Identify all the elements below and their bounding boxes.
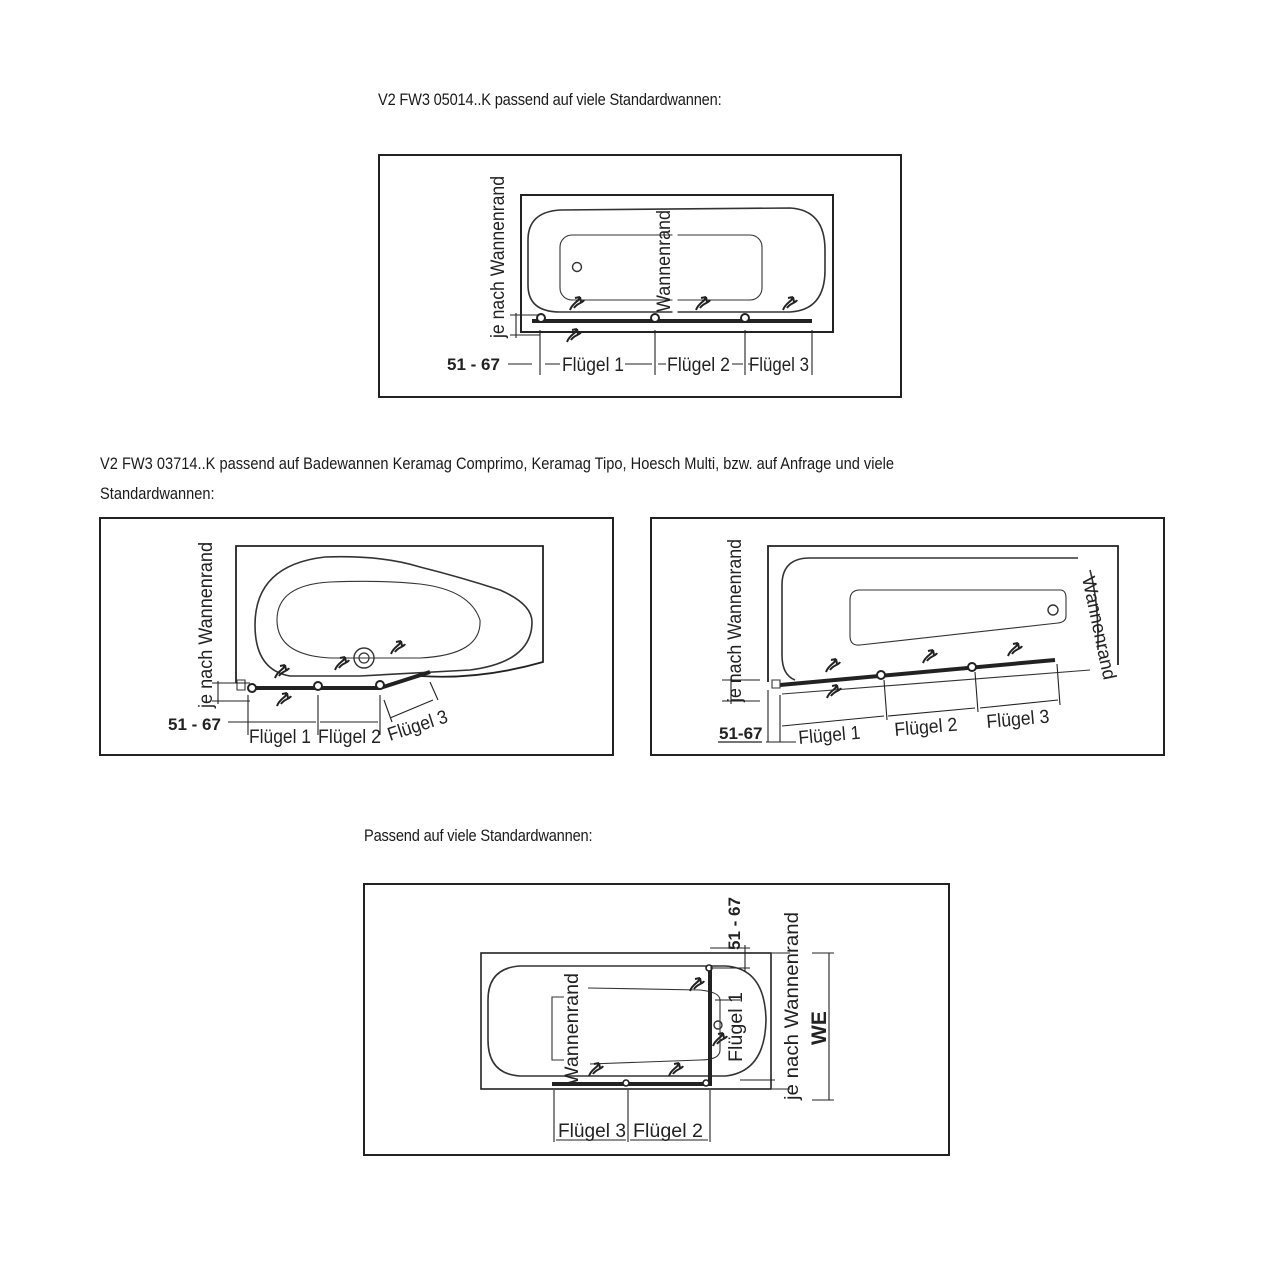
d3-drain-icon bbox=[714, 1021, 722, 1029]
d2a-swing-arrow bbox=[277, 693, 291, 706]
d2a-label-fluegel-2: Flügel 2 bbox=[318, 727, 381, 748]
d2a-swing-arrow bbox=[391, 641, 405, 654]
diagram-3 bbox=[481, 897, 834, 1142]
d2b-swing-arrow bbox=[827, 685, 841, 698]
d3-hinge bbox=[703, 1080, 709, 1086]
d1-label-fluegel-3: Flügel 3 bbox=[749, 355, 809, 376]
d2a-swing-arrow bbox=[335, 657, 349, 670]
d2b-tub-basin bbox=[850, 590, 1066, 645]
d2b-label-fluegel-2: Flügel 2 bbox=[893, 714, 963, 741]
d2b-label-fluegel-3: Flügel 3 bbox=[985, 706, 1055, 733]
d1-label-fluegel-2: Flügel 2 bbox=[667, 355, 730, 376]
d1-hinge bbox=[741, 314, 749, 322]
d2a-wall-profile bbox=[237, 680, 245, 690]
d2b-swing-arrow bbox=[1008, 643, 1022, 656]
d3-swing-arrow bbox=[669, 1063, 683, 1076]
d2b-swing-arrow bbox=[923, 650, 937, 663]
d3-tub-basin bbox=[588, 988, 720, 1064]
diagram-1-caption: V2 FW3 05014..K passend auf viele Standardwannen: bbox=[378, 90, 722, 109]
d2b-glass-panels bbox=[780, 660, 1055, 685]
d2b-hinge bbox=[968, 663, 976, 671]
d2a-tub-outline bbox=[236, 546, 543, 683]
d3-swing-arrow bbox=[589, 1063, 603, 1076]
d2a-tub-basin bbox=[277, 581, 480, 658]
d1-swing-arrow bbox=[567, 329, 581, 342]
diagram-1 bbox=[447, 163, 833, 376]
d3-label-wannenrand: Wannenrand bbox=[562, 976, 583, 1085]
d1-label-wannenrand: Wannenrand bbox=[654, 203, 675, 312]
d2b-wall-profile bbox=[772, 680, 780, 688]
d2b-drain-icon bbox=[1048, 605, 1058, 615]
d1-label-je-nach-wannenrand: je nach Wannenrand bbox=[488, 163, 509, 338]
d2a-label-je-nach-wannenrand: je nach Wannenrand bbox=[196, 533, 217, 708]
d3-label-fluegel-1: Flügel 1 bbox=[726, 994, 747, 1062]
d3-label-we: WE bbox=[808, 1011, 831, 1045]
d2b-swing-arrow bbox=[826, 659, 840, 672]
d2a-hinge bbox=[248, 684, 256, 692]
d2a-label-fluegel-1: Flügel 1 bbox=[249, 727, 311, 748]
d2b-hinge bbox=[877, 671, 885, 679]
d3-label-fluegel-3: Flügel 3 bbox=[558, 1121, 626, 1142]
d1-hinge bbox=[651, 314, 659, 322]
diagram-2b bbox=[718, 527, 1121, 749]
d2a-label-fluegel-3: Flügel 3 bbox=[385, 704, 456, 746]
diagram-2-caption-line1: V2 FW3 03714..K passend auf Badewannen Keramag Comprimo, Keramag Tipo, Hoesch Multi, bzw. auf Anfrage und viele bbox=[100, 454, 894, 473]
d1-swing-arrow bbox=[570, 297, 584, 310]
d2b-label-wannenrand: Wannenrand bbox=[1077, 574, 1121, 685]
d3-tub-inner bbox=[488, 966, 766, 1076]
d3-dim-51-67: 51 - 67 bbox=[725, 897, 744, 950]
diagram-2a bbox=[168, 533, 543, 748]
d2a-dim-ticks bbox=[212, 681, 250, 704]
d2a-hinge bbox=[314, 682, 322, 690]
d1-label-fluegel-1: Flügel 1 bbox=[562, 355, 624, 376]
d1-dim-51-67: 51 - 67 bbox=[447, 355, 500, 374]
d3-label-fluegel-2: Flügel 2 bbox=[633, 1121, 703, 1142]
diagram-2-caption-line2: Standardwannen: bbox=[100, 484, 215, 503]
d3-swing-arrow bbox=[690, 978, 704, 991]
d1-drain-icon bbox=[573, 263, 582, 272]
diagram-3-caption: Passend auf viele Standardwannen: bbox=[364, 826, 593, 845]
d1-swing-arrow bbox=[696, 297, 710, 310]
d1-dim-ticks bbox=[510, 313, 540, 338]
d2b-dim-51-67: 51-67 bbox=[719, 724, 763, 743]
d2b-label-je-nach-wannenrand: je nach Wannenrand bbox=[725, 527, 746, 702]
d1-swing-arrow bbox=[783, 297, 797, 310]
d2b-label-fluegel-1: Flügel 1 bbox=[797, 722, 867, 749]
d2a-dim-51-67: 51 - 67 bbox=[168, 715, 221, 734]
d3-hinge bbox=[623, 1080, 629, 1086]
d3-label-je-nach-wannenrand: je nach Wannenrand bbox=[782, 925, 803, 1100]
d2a-hinge bbox=[376, 681, 384, 689]
